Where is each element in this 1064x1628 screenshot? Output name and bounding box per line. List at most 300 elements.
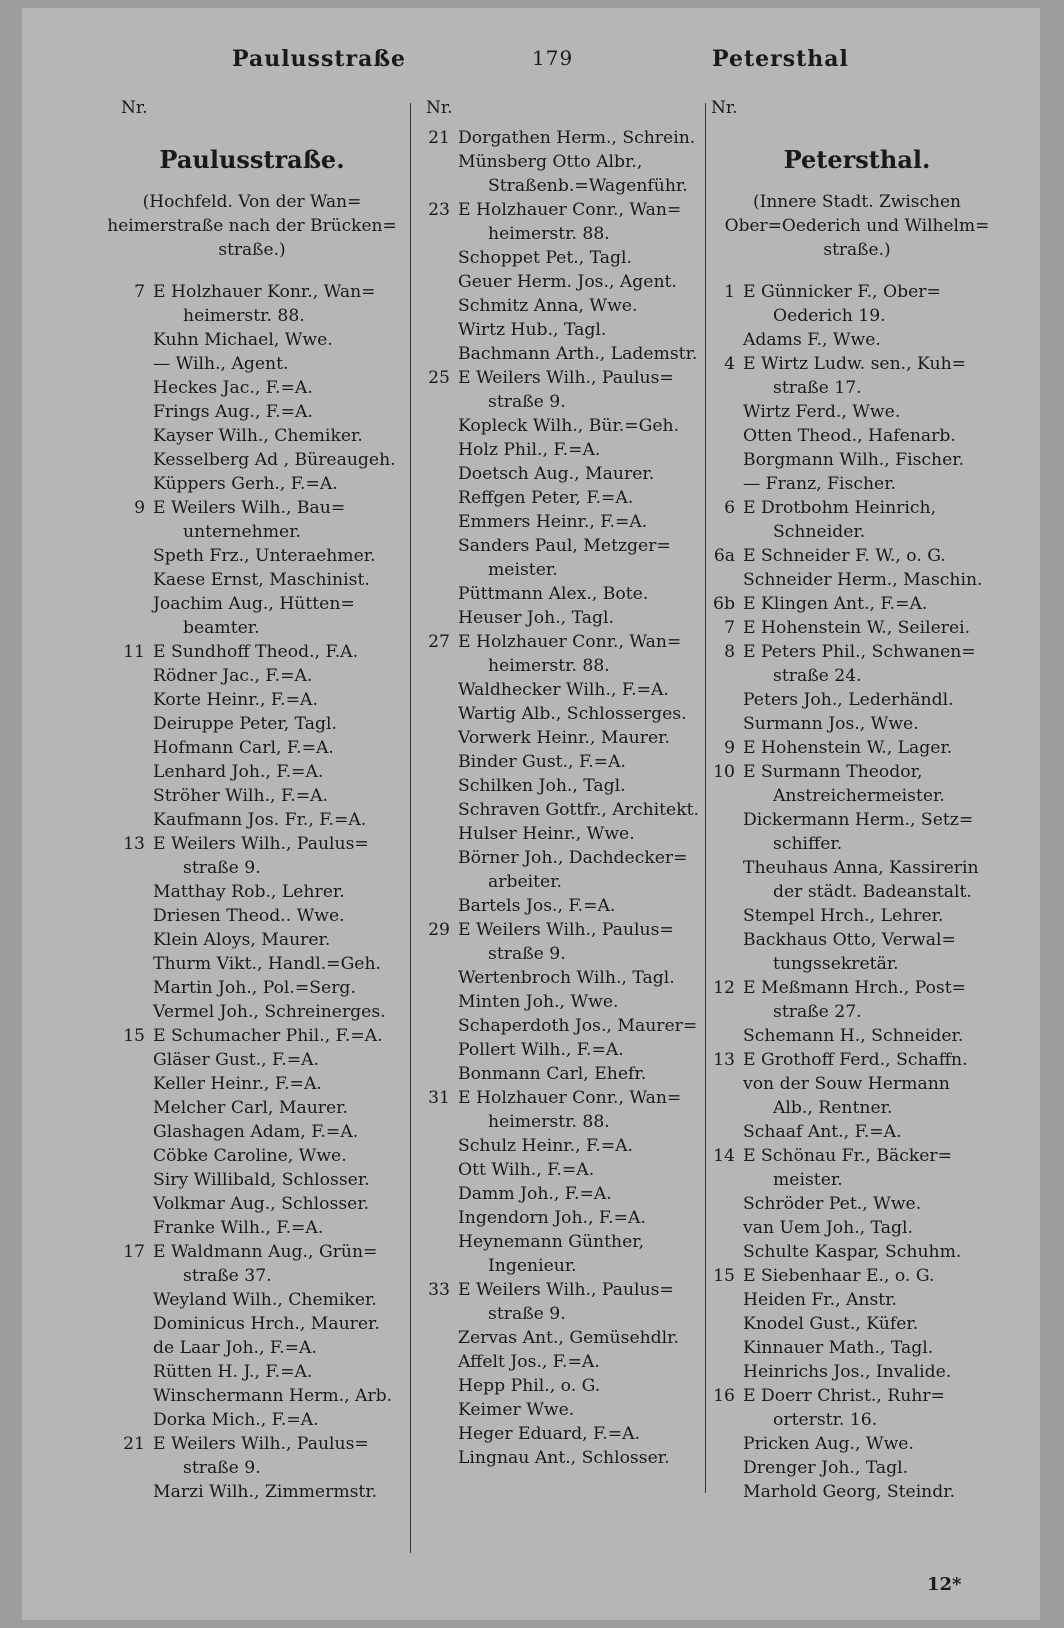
resident-entry	[97, 1168, 407, 1192]
entry-text: Hulser Heinr., Wwe.	[458, 824, 635, 844]
entry-text: Lingnau Ant., Schlosser.	[458, 1448, 670, 1468]
entry-text: E Weilers Wilh., Paulus=	[458, 368, 674, 388]
resident-entry	[97, 1360, 407, 1384]
entry-text: Schulte Kaspar, Schuhm.	[743, 1242, 962, 1262]
resident-entry	[687, 1216, 1027, 1240]
entry-text: arbeiter.	[488, 872, 563, 892]
street-description	[687, 190, 1027, 262]
resident-entry	[687, 856, 1027, 880]
entry-text: Winschermann Herm., Arb.	[153, 1386, 393, 1406]
resident-entry	[402, 678, 707, 702]
entry-text: Heuser Joh., Tagl.	[458, 608, 614, 628]
resident-entry	[97, 952, 407, 976]
entry-text: Affelt Jos., F.=A.	[458, 1352, 600, 1372]
resident-entry	[97, 736, 407, 760]
entry-text: Schaperdoth Jos., Maurer=	[458, 1016, 698, 1036]
house-number: 7	[134, 282, 145, 302]
resident-entry	[97, 688, 407, 712]
house-number: 21	[123, 1434, 145, 1454]
house-entry	[687, 352, 1027, 376]
entry-continuation	[402, 654, 707, 678]
resident-entry	[687, 1480, 1027, 1504]
entry-text: Volkmar Aug., Schlosser.	[153, 1194, 370, 1214]
resident-entry	[402, 990, 707, 1014]
entry-text: E Weilers Wilh., Paulus=	[153, 834, 369, 854]
entry-text: Bonmann Carl, Ehefr.	[458, 1064, 647, 1084]
entry-text: E Weilers Wilh., Paulus=	[153, 1434, 369, 1454]
entry-text: Bachmann Arth., Lademstr.	[458, 344, 698, 364]
entry-text: — Franz, Fischer.	[743, 474, 896, 494]
house-entry	[402, 366, 707, 390]
house-entry	[402, 630, 707, 654]
resident-entry	[97, 1480, 407, 1504]
entry-text: E Peters Phil., Schwanen=	[743, 642, 976, 662]
entry-text: — Wilh., Agent.	[153, 354, 289, 374]
street-description	[97, 190, 407, 262]
entry-text: Dominicus Hrch., Maurer.	[153, 1314, 380, 1334]
entry-text: Zervas Ant., Gemüsehdlr.	[458, 1328, 679, 1348]
desc-line: Ober=Oederich und Wilhelm=	[724, 216, 990, 236]
entry-text: Schilken Joh., Tagl.	[458, 776, 626, 796]
entry-text: E Hohenstein W., Seilerei.	[743, 618, 971, 638]
entry-text: E Sundhoff Theod., F.A.	[153, 642, 359, 662]
entry-text: Marzi Wilh., Zimmermstr.	[153, 1482, 378, 1502]
house-entry	[687, 592, 1027, 616]
entry-continuation	[402, 1302, 707, 1326]
house-number: 1	[724, 282, 735, 302]
house-entry	[402, 1278, 707, 1302]
resident-entry	[687, 1456, 1027, 1480]
entry-text: E Holzhauer Conr., Wan=	[458, 200, 682, 220]
resident-entry	[402, 966, 707, 990]
entry-continuation	[687, 304, 1027, 328]
entry-text: Martin Joh., Pol.=Serg.	[153, 978, 356, 998]
entry-text: Stempel Hrch., Lehrer.	[743, 906, 944, 926]
entry-continuation	[687, 664, 1027, 688]
resident-entry	[402, 270, 707, 294]
entry-text: Emmers Heinr., F.=A.	[458, 512, 648, 532]
house-number: 12	[713, 978, 735, 998]
entry-text: Wertenbroch Wilh., Tagl.	[458, 968, 675, 988]
entry-text: E Holzhauer Konr., Wan=	[153, 282, 376, 302]
house-entry	[402, 198, 707, 222]
entry-text: Heiden Fr., Anstr.	[743, 1290, 898, 1310]
resident-entry	[402, 1158, 707, 1182]
entry-text: Schmitz Anna, Wwe.	[458, 296, 638, 316]
resident-entry	[402, 1230, 707, 1254]
resident-entry	[97, 1288, 407, 1312]
entry-text: Gläser Gust., F.=A.	[153, 1050, 320, 1070]
entry-text: E Wirtz Ludw. sen., Kuh=	[743, 354, 967, 374]
entry-text: Pricken Aug., Wwe.	[743, 1434, 914, 1454]
entry-text: beamter.	[183, 618, 260, 638]
entry-continuation	[402, 942, 707, 966]
house-entry	[97, 1024, 407, 1048]
entry-continuation	[97, 616, 407, 640]
entry-text: Pollert Wilh., F.=A.	[458, 1040, 624, 1060]
entry-text: Theuhaus Anna, Kassirerin	[743, 858, 979, 878]
entry-text: Frings Aug., F.=A.	[153, 402, 313, 422]
house-number: 6b	[713, 594, 735, 614]
running-head-left: Paulusstraße	[232, 46, 407, 72]
resident-entry	[687, 1336, 1027, 1360]
house-number: 7	[724, 618, 735, 638]
resident-entry	[687, 400, 1027, 424]
entry-text: Doetsch Aug., Maurer.	[458, 464, 655, 484]
resident-entry	[97, 1408, 407, 1432]
entry-continuation	[402, 1254, 707, 1278]
house-entry	[687, 736, 1027, 760]
house-entry	[402, 1086, 707, 1110]
column-2	[402, 96, 707, 1470]
resident-entry	[687, 1360, 1027, 1384]
directory-page	[22, 8, 1040, 1620]
entry-text: Bartels Jos., F.=A.	[458, 896, 616, 916]
resident-entry	[687, 568, 1027, 592]
entry-text: Kayser Wilh., Chemiker.	[153, 426, 363, 446]
entry-text: Kopleck Wilh., Bür.=Geh.	[458, 416, 680, 436]
entry-text: Wartig Alb., Schlosserges.	[458, 704, 687, 724]
entry-text: Reffgen Peter, F.=A.	[458, 488, 634, 508]
entry-continuation	[687, 784, 1027, 808]
entry-text: Driesen Theod.. Wwe.	[153, 906, 345, 926]
desc-line: (Innere Stadt. Zwischen	[752, 192, 962, 212]
entry-text: Heynemann Günther,	[458, 1232, 645, 1252]
entry-text: E Holzhauer Conr., Wan=	[458, 1088, 682, 1108]
resident-entry	[402, 1422, 707, 1446]
resident-entry	[97, 1144, 407, 1168]
entry-text: Schoppet Pet., Tagl.	[458, 248, 632, 268]
entry-text: Marhold Georg, Steindr.	[743, 1482, 956, 1502]
entry-text: Matthay Rob., Lehrer.	[153, 882, 345, 902]
resident-entry	[402, 1206, 707, 1230]
resident-entry	[97, 808, 407, 832]
resident-entry	[97, 568, 407, 592]
entry-text: E Weilers Wilh., Paulus=	[458, 920, 674, 940]
resident-entry	[402, 726, 707, 750]
entry-text: Dickermann Herm., Setz=	[743, 810, 974, 830]
entry-text: Kinnauer Math., Tagl.	[743, 1338, 934, 1358]
house-entry	[687, 544, 1027, 568]
entry-text: E Surmann Theodor,	[743, 762, 923, 782]
resident-entry	[687, 448, 1027, 472]
entry-text: straße 9.	[488, 392, 566, 412]
desc-line: heimerstraße nach der Brücken=	[107, 216, 397, 236]
entry-text: Alb., Rentner.	[773, 1098, 893, 1118]
house-number: 8	[724, 642, 735, 662]
house-entry	[402, 126, 707, 150]
entry-text: unternehmer.	[183, 522, 302, 542]
entry-text: E Waldmann Aug., Grün=	[153, 1242, 378, 1262]
entry-text: straße 24.	[773, 666, 862, 686]
entry-text: Glashagen Adam, F.=A.	[153, 1122, 359, 1142]
resident-entry	[402, 798, 707, 822]
resident-entry	[687, 472, 1027, 496]
entry-text: Heckes Jac., F.=A.	[153, 378, 313, 398]
house-number: 21	[428, 128, 450, 148]
entry-text: straße 27.	[773, 1002, 862, 1022]
resident-entry	[687, 712, 1027, 736]
entry-text: Drenger Joh., Tagl.	[743, 1458, 909, 1478]
resident-entry	[97, 400, 407, 424]
resident-entry	[687, 1240, 1027, 1264]
entry-text: Lenhard Joh., F.=A.	[153, 762, 324, 782]
resident-entry	[687, 1432, 1027, 1456]
resident-entry	[402, 822, 707, 846]
desc-line: straße.)	[218, 240, 286, 260]
resident-entry	[402, 246, 707, 270]
house-number: 6	[724, 498, 735, 518]
resident-entry	[402, 462, 707, 486]
resident-entry	[402, 342, 707, 366]
street-title: Paulusstraße.	[159, 145, 345, 174]
entry-text: Schneider.	[773, 522, 866, 542]
entry-text: E Holzhauer Conr., Wan=	[458, 632, 682, 652]
resident-entry	[97, 1336, 407, 1360]
resident-entry	[402, 414, 707, 438]
nr-heading: Nr.	[711, 98, 738, 118]
entry-text: Vermel Joh., Schreinerges.	[153, 1002, 386, 1022]
entry-text: Backhaus Otto, Verwal=	[743, 930, 956, 950]
running-head-right: Petersthal	[712, 46, 849, 72]
house-entry	[97, 1240, 407, 1264]
resident-entry	[687, 1312, 1027, 1336]
entry-text: E Siebenhaar E., o. G.	[743, 1266, 935, 1286]
house-entry	[687, 1048, 1027, 1072]
entry-text: Joachim Aug., Hütten=	[153, 594, 355, 614]
entry-text: Püttmann Alex., Bote.	[458, 584, 649, 604]
entry-text: heimerstr. 88.	[488, 224, 610, 244]
entry-continuation	[402, 222, 707, 246]
entry-text: Sanders Paul, Metzger=	[458, 536, 671, 556]
entry-text: Schulz Heinr., F.=A.	[458, 1136, 633, 1156]
entry-continuation	[97, 1456, 407, 1480]
resident-entry	[402, 1398, 707, 1422]
resident-entry	[97, 424, 407, 448]
house-number: 17	[123, 1242, 145, 1262]
entry-text: E Drotbohm Heinrich,	[743, 498, 937, 518]
resident-entry	[402, 1182, 707, 1206]
entry-text: Thurm Vikt., Handl.=Geh.	[153, 954, 382, 974]
resident-entry	[97, 376, 407, 400]
resident-entry	[687, 328, 1027, 352]
house-number: 23	[428, 200, 450, 220]
house-entry	[97, 832, 407, 856]
resident-entry	[687, 1192, 1027, 1216]
entry-text: E Klingen Ant., F.=A.	[743, 594, 928, 614]
entry-text: meister.	[773, 1170, 843, 1190]
house-entry	[97, 280, 407, 304]
entry-text: Oederich 19.	[773, 306, 886, 326]
entry-text: der städt. Badeanstalt.	[773, 882, 972, 902]
entry-text: E Grothoff Ferd., Schaffn.	[743, 1050, 968, 1070]
resident-entry	[687, 808, 1027, 832]
entry-text: Geuer Herm. Jos., Agent.	[458, 272, 677, 292]
entry-text: E Meßmann Hrch., Post=	[743, 978, 967, 998]
entry-continuation	[402, 390, 707, 414]
house-number: 13	[713, 1050, 735, 1070]
entry-text: Dorgathen Herm., Schrein.	[458, 128, 696, 148]
house-number: 13	[123, 834, 145, 854]
entry-continuation	[97, 304, 407, 328]
entry-continuation	[687, 520, 1027, 544]
entry-text: Borgmann Wilh., Fischer.	[743, 450, 965, 470]
resident-entry	[402, 1038, 707, 1062]
resident-entry	[97, 712, 407, 736]
house-entry	[687, 1264, 1027, 1288]
entry-continuation	[687, 376, 1027, 400]
house-entry	[687, 616, 1027, 640]
nr-heading: Nr.	[426, 98, 453, 118]
house-number: 33	[428, 1280, 450, 1300]
resident-entry	[402, 606, 707, 630]
house-number: 9	[134, 498, 145, 518]
entry-text: Ingenieur.	[488, 1256, 577, 1276]
entry-text: E Günnicker F., Ober=	[743, 282, 941, 302]
resident-entry	[97, 760, 407, 784]
resident-entry	[402, 294, 707, 318]
entry-text: Keller Heinr., F.=A.	[153, 1074, 322, 1094]
entry-text: Straßenb.=Wagenführ.	[488, 176, 688, 196]
house-entry	[402, 918, 707, 942]
resident-entry	[402, 1326, 707, 1350]
entry-text: straße 9.	[488, 944, 566, 964]
entry-text: Schneider Herm., Maschin.	[743, 570, 983, 590]
resident-entry	[687, 1120, 1027, 1144]
entry-list	[402, 126, 707, 1470]
house-number: 15	[123, 1026, 145, 1046]
entry-text: Schemann H., Schneider.	[743, 1026, 964, 1046]
entry-text: straße 37.	[183, 1266, 272, 1286]
resident-entry	[687, 688, 1027, 712]
resident-entry	[97, 544, 407, 568]
entry-text: Holz Phil., F.=A.	[458, 440, 601, 460]
entry-text: Binder Gust., F.=A.	[458, 752, 626, 772]
entry-continuation	[97, 520, 407, 544]
entry-text: Münsberg Otto Albr.,	[458, 152, 643, 172]
entry-text: Waldhecker Wilh., F.=A.	[458, 680, 669, 700]
entry-text: Deiruppe Peter, Tagl.	[153, 714, 338, 734]
entry-text: de Laar Joh., F.=A.	[153, 1338, 317, 1358]
entry-text: heimerstr. 88.	[183, 306, 305, 326]
entry-text: Ströher Wilh., F.=A.	[153, 786, 328, 806]
entry-text: Ott Wilh., F.=A.	[458, 1160, 595, 1180]
entry-text: straße 9.	[183, 858, 261, 878]
column-1	[97, 96, 407, 1504]
resident-entry	[402, 1014, 707, 1038]
entry-continuation	[97, 856, 407, 880]
house-number: 29	[428, 920, 450, 940]
resident-entry	[687, 1024, 1027, 1048]
entry-text: Küppers Gerh., F.=A.	[153, 474, 338, 494]
house-entry	[97, 496, 407, 520]
entry-text: Schaaf Ant., F.=A.	[743, 1122, 902, 1142]
entry-text: Ingendorn Joh., F.=A.	[458, 1208, 646, 1228]
entry-continuation	[402, 558, 707, 582]
resident-entry	[97, 1312, 407, 1336]
entry-continuation	[687, 1408, 1027, 1432]
entry-text: Damm Joh., F.=A.	[458, 1184, 612, 1204]
entry-continuation	[402, 1110, 707, 1134]
entry-text: Keimer Wwe.	[458, 1400, 575, 1420]
house-number: 14	[713, 1146, 735, 1166]
resident-entry	[687, 928, 1027, 952]
entry-text: Börner Joh., Dachdecker=	[458, 848, 688, 868]
entry-text: E Schumacher Phil., F.=A.	[153, 1026, 383, 1046]
house-entry	[97, 640, 407, 664]
entry-text: Melcher Carl, Maurer.	[153, 1098, 348, 1118]
entry-text: straße 9.	[488, 1304, 566, 1324]
entry-text: E Schneider F. W., o. G.	[743, 546, 946, 566]
entry-text: Klein Aloys, Maurer.	[153, 930, 331, 950]
entry-text: Korte Heinr., F.=A.	[153, 690, 318, 710]
house-entry	[687, 280, 1027, 304]
entry-text: Rütten H. J., F.=A.	[153, 1362, 313, 1382]
resident-entry	[402, 702, 707, 726]
entry-list	[97, 280, 407, 1504]
resident-entry	[97, 928, 407, 952]
entry-text: heimerstr. 88.	[488, 1112, 610, 1132]
entry-text: straße 9.	[183, 1458, 261, 1478]
resident-entry	[687, 1072, 1027, 1096]
entry-continuation	[687, 1096, 1027, 1120]
resident-entry	[97, 976, 407, 1000]
entry-text: schiffer.	[773, 834, 843, 854]
resident-entry	[97, 1072, 407, 1096]
entry-text: Minten Joh., Wwe.	[458, 992, 619, 1012]
entry-continuation	[687, 880, 1027, 904]
entry-text: orterstr. 16.	[773, 1410, 878, 1430]
house-number: 4	[724, 354, 735, 374]
entry-text: E Weilers Wilh., Bau=	[153, 498, 346, 518]
entry-text: Kaese Ernst, Maschinist.	[153, 570, 370, 590]
entry-text: heimerstr. 88.	[488, 656, 610, 676]
entry-text: Otten Theod., Hafenarb.	[743, 426, 956, 446]
entry-text: Dorka Mich., F.=A.	[153, 1410, 319, 1430]
nr-heading: Nr.	[121, 98, 148, 118]
resident-entry	[402, 318, 707, 342]
entry-continuation	[687, 832, 1027, 856]
resident-entry	[97, 592, 407, 616]
resident-entry	[402, 846, 707, 870]
entry-text: Schröder Pet., Wwe.	[743, 1194, 922, 1214]
entry-text: Adams F., Wwe.	[743, 330, 881, 350]
entry-text: E Weilers Wilh., Paulus=	[458, 1280, 674, 1300]
entry-text: Knodel Gust., Küfer.	[743, 1314, 919, 1334]
resident-entry	[97, 1192, 407, 1216]
resident-entry	[97, 1216, 407, 1240]
resident-entry	[402, 750, 707, 774]
page-number: 179	[532, 46, 574, 70]
entry-text: Kuhn Michael, Wwe.	[153, 330, 333, 350]
entry-text: E Hohenstein W., Lager.	[743, 738, 953, 758]
house-entry	[687, 1144, 1027, 1168]
resident-entry	[97, 328, 407, 352]
entry-continuation	[402, 174, 707, 198]
resident-entry	[97, 352, 407, 376]
resident-entry	[402, 1374, 707, 1398]
resident-entry	[97, 1384, 407, 1408]
entry-text: Cöbke Caroline, Wwe.	[153, 1146, 347, 1166]
resident-entry	[97, 784, 407, 808]
entry-text: Anstreichermeister.	[773, 786, 945, 806]
house-entry	[687, 1384, 1027, 1408]
entry-continuation	[687, 952, 1027, 976]
entry-text: meister.	[488, 560, 558, 580]
entry-continuation	[687, 1168, 1027, 1192]
resident-entry	[97, 472, 407, 496]
entry-text: straße 17.	[773, 378, 862, 398]
